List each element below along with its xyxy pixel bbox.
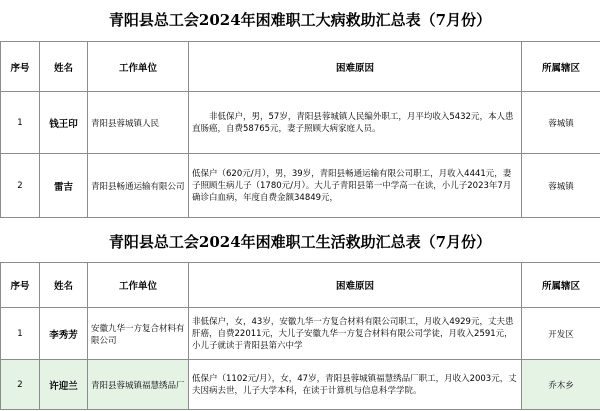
- header-no: 序号: [1, 42, 40, 92]
- table-row: [1, 308, 600, 360]
- row-reason: 非低保户，女，43岁，安徽九华一方复合材料有限公司职工，月收入4929元，丈夫患肝癌，自费22011元，大儿子安徽九华一方复合材料有限公司学徒，月收入2591元，小儿子就读于青阳县第六中学: [189, 308, 522, 360]
- row-district: 乔木乡: [522, 360, 600, 410]
- row-unit: 青阳县蓉城镇福慧绣品厂: [88, 360, 189, 410]
- row-reason: 非低保户，男，57岁，青阳县蓉城镇人民编外职工，月平均收入5432元，本人患直肠癌，自费58765元，妻子照顾大病家庭人员。: [189, 92, 522, 154]
- table-header-row: [1, 263, 600, 308]
- row-name: 钱王印: [40, 92, 88, 154]
- table1-title: 青阳县总工会2024年困难职工大病救助汇总表（7月份）: [108, 11, 492, 29]
- table-row: [1, 154, 600, 218]
- row-no: 2: [1, 360, 40, 410]
- row-no: 1: [1, 308, 40, 360]
- header-unit: 工作单位: [88, 42, 189, 92]
- row-name: 雷吉: [40, 154, 88, 218]
- header-name: 姓名: [40, 42, 88, 92]
- table-row: [1, 92, 600, 154]
- row-reason: 低保户（620元/月），男，39岁，青阳县畅通运输有限公司职工，月收入4441元，妻子照顾生病儿子（1780元/月）。大儿子青阳县第一中学高一在读，小儿子2023年7月确诊白血病，年度自费金额34849元，: [189, 154, 522, 218]
- row-name: 许迎兰: [40, 360, 88, 410]
- table-row: [1, 360, 600, 410]
- row-unit: 安徽九华一方复合材料有限公司: [88, 308, 189, 360]
- living-assistance-table: [0, 262, 600, 410]
- row-no: 1: [1, 92, 40, 154]
- row-unit: 青阳县蓉城镇人民: [88, 92, 189, 154]
- table2-title: 青阳县总工会2024年困难职工生活救助汇总表（7月份）: [108, 233, 492, 251]
- header-no: 序号: [1, 263, 40, 308]
- row-district: 开发区: [522, 308, 600, 360]
- header-reason: 困难原因: [189, 263, 522, 308]
- header-district: 所属辖区: [522, 42, 600, 92]
- header-district: 所属辖区: [522, 263, 600, 308]
- major-illness-table: [0, 41, 600, 218]
- row-district: 蓉城镇: [522, 154, 600, 218]
- row-no: 2: [1, 154, 40, 218]
- header-reason: 困难原因: [189, 42, 522, 92]
- row-district: 蓉城镇: [522, 92, 600, 154]
- table-header-row: [1, 42, 600, 92]
- header-unit: 工作单位: [88, 263, 189, 308]
- header-name: 姓名: [40, 263, 88, 308]
- row-name: 李秀芳: [40, 308, 88, 360]
- row-unit: 青阳县畅通运输有限公司: [88, 154, 189, 218]
- row-reason: 低保户（1102元/月），女，47岁，青阳县蓉城镇福慧绣品厂职工，月收入2003元，丈夫因病去世，儿子大学本科，在读于计算机与信息科学学院。: [189, 360, 522, 410]
